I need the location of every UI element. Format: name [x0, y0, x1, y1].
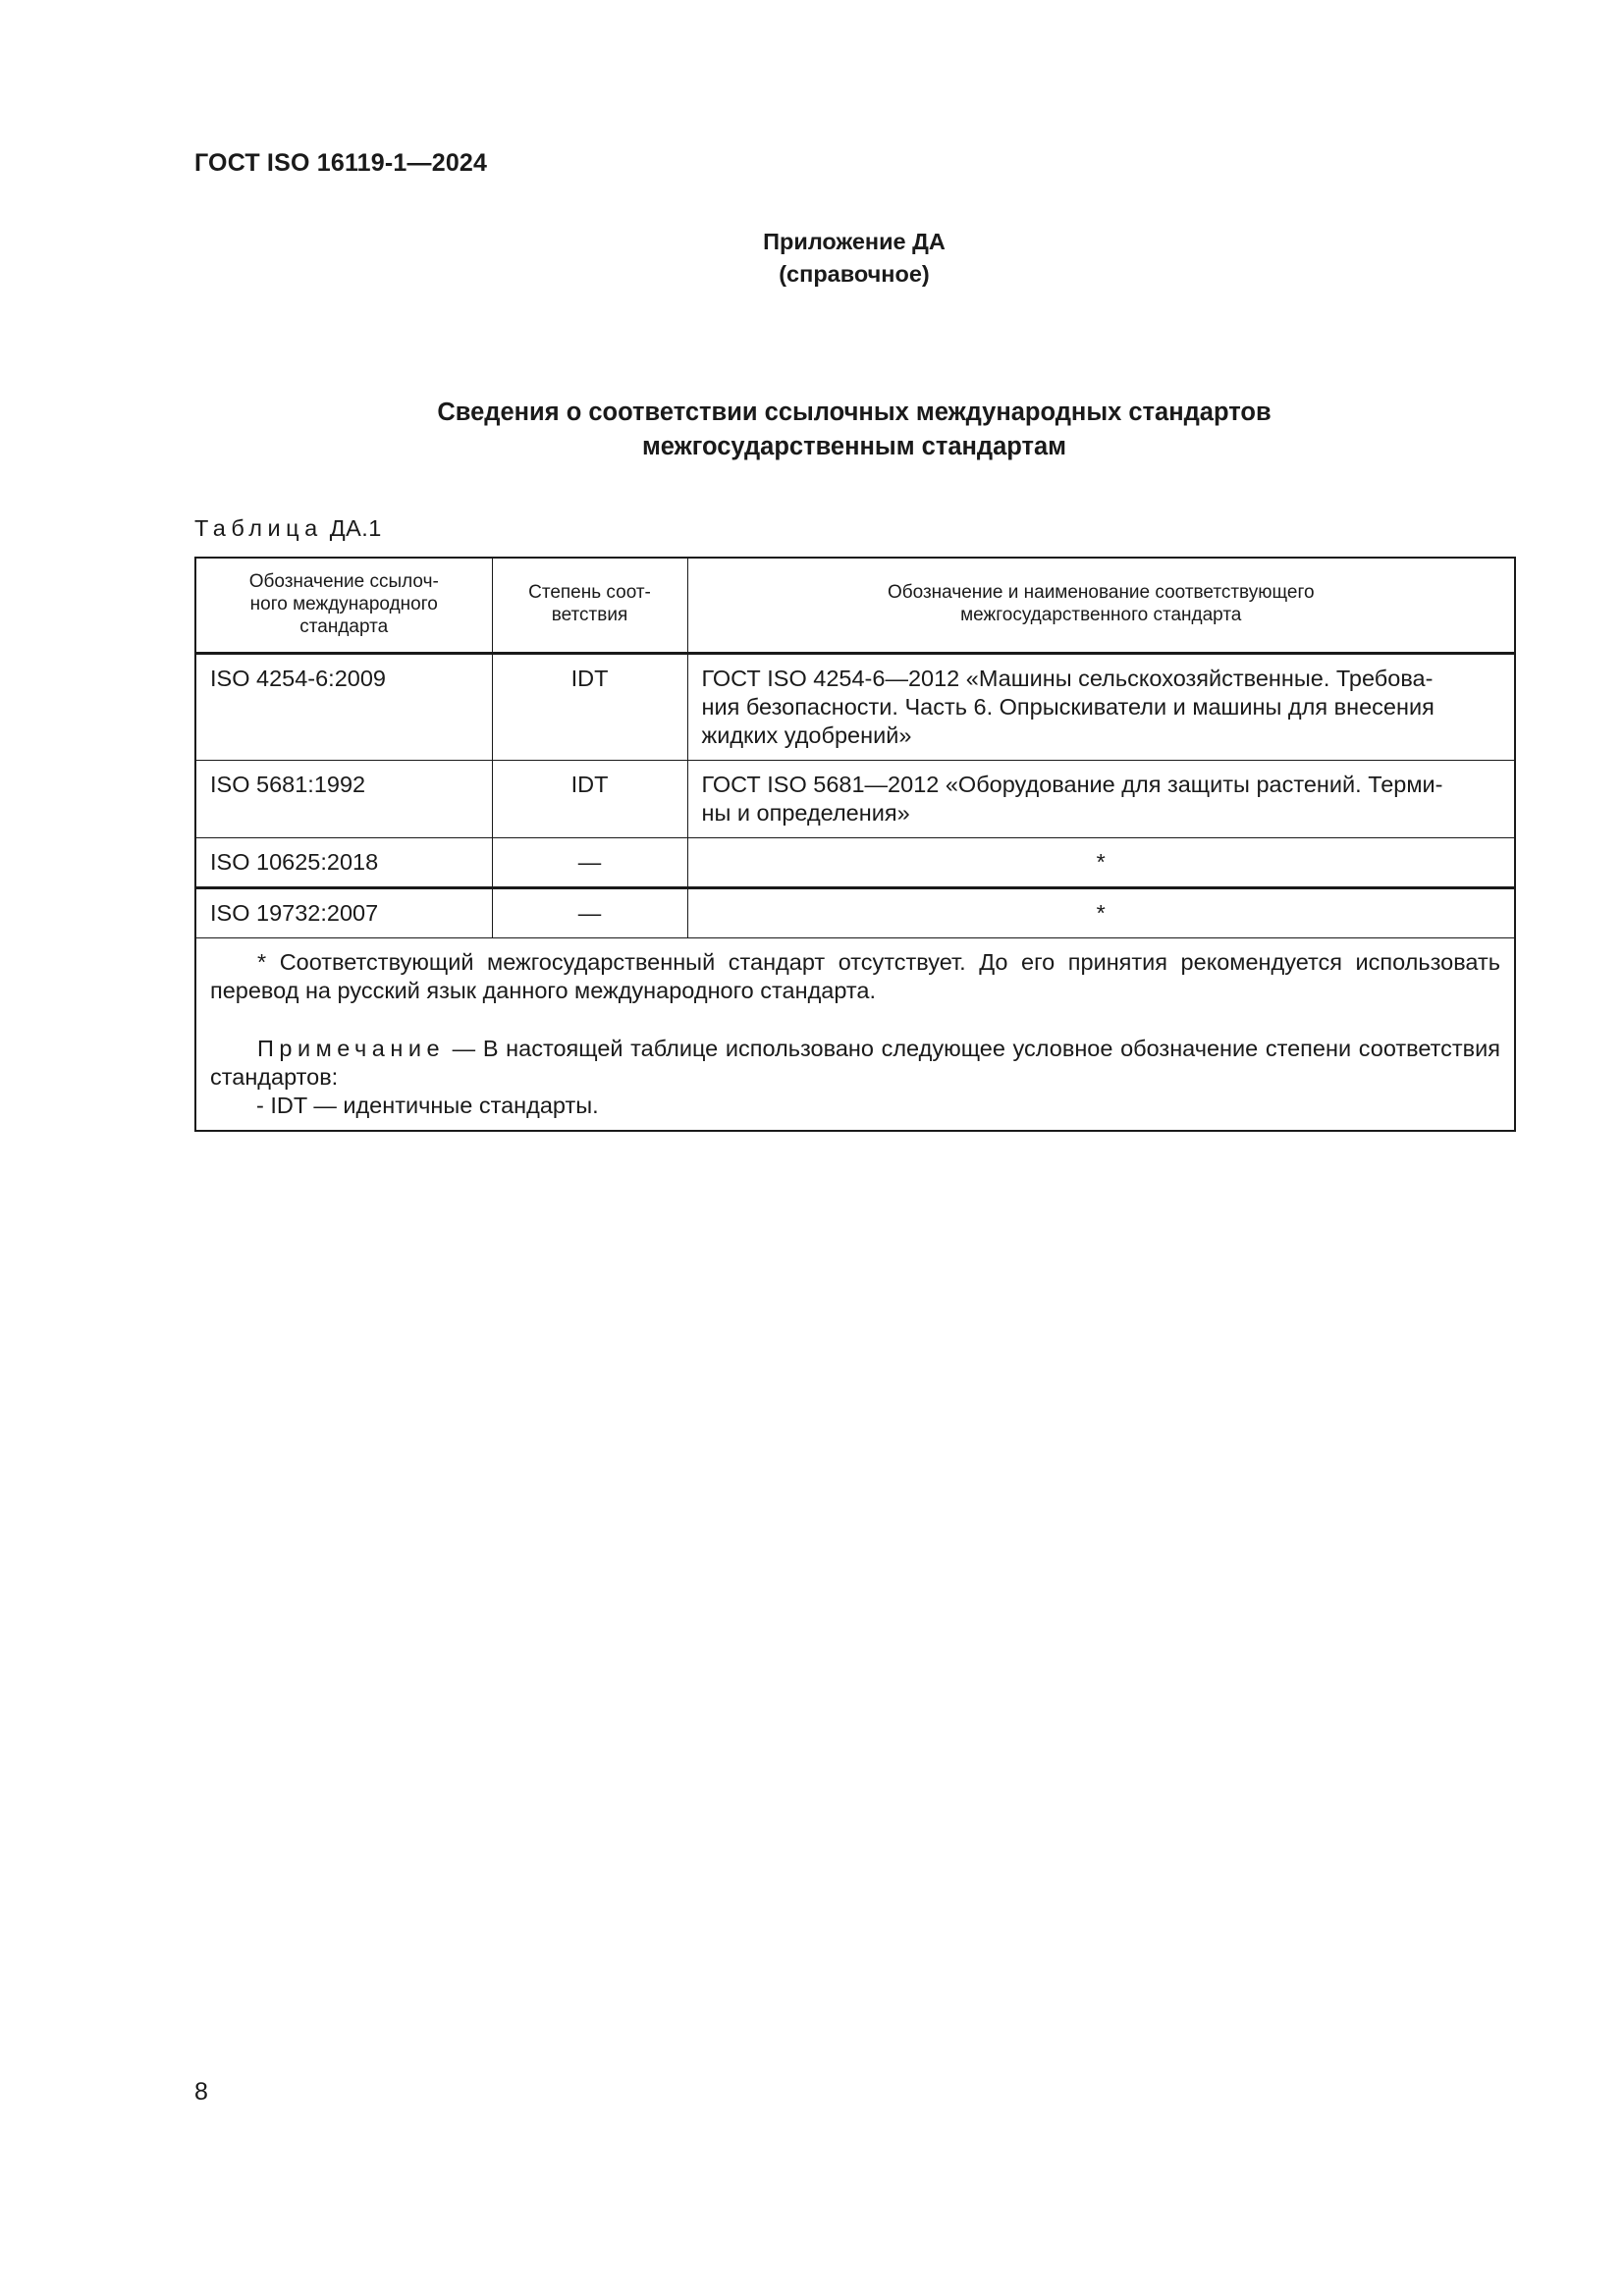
- note-text: — В настоящей таблице использовано следующее условное обозначение степени соответствия стандартов:: [210, 1036, 1500, 1090]
- table-footnote-row: [195, 938, 1515, 1132]
- cell-international-designation: ISO 4254-6:2009: [195, 654, 492, 761]
- cell-degree: IDT: [492, 654, 687, 761]
- annex-title: Приложение ДА: [763, 229, 946, 254]
- cell-degree: —: [492, 838, 687, 888]
- column-header-national-standard: Обозначение и наименование соответствующего межгосударственного стандарта: [687, 558, 1515, 654]
- cell-national-standard: *: [687, 838, 1515, 888]
- table-caption-word: Таблица: [194, 515, 323, 541]
- note-label: Примечание: [257, 1036, 446, 1061]
- table-footnote-cell: [195, 938, 1515, 1132]
- table-body: [195, 654, 1515, 1132]
- note-list-item: - IDT — идентичные стандарты.: [256, 1093, 599, 1118]
- section-title: [194, 396, 1514, 464]
- cell-national-standard: ГОСТ ISO 4254-6—2012 «Машины сельскохозяйственные. Требова- ния безопасности. Часть 6. Опрыскиватели и машины для внесения жидких удобрений»: [687, 654, 1515, 761]
- table-note: [210, 1035, 1500, 1092]
- table-caption-number: ДА.1: [329, 515, 382, 541]
- column-header-international-designation: Обозначение ссылоч- ного международного стандарта: [195, 558, 492, 654]
- cell-national-standard: ГОСТ ISO 5681—2012 «Оборудование для защиты растений. Терми- ны и определения»: [687, 761, 1515, 838]
- cell-international-designation: ISO 19732:2007: [195, 888, 492, 938]
- table-row: [195, 654, 1515, 761]
- section-title-line-2: межгосударственным стандартам: [641, 433, 1067, 460]
- document-code: ГОСТ ISO 16119-1—2024: [194, 149, 488, 177]
- cell-national-standard: *: [687, 888, 1515, 938]
- table-caption: [194, 515, 382, 542]
- annex-subtitle: (справочное): [779, 261, 930, 287]
- table-row: [195, 888, 1515, 938]
- correspondence-table: [194, 557, 1516, 1132]
- page-number: 8: [194, 2078, 208, 2106]
- cell-degree: —: [492, 888, 687, 938]
- table-footnote: * Соответствующий межгосударственный стандарт отсутствует. До его принятия рекомендуется использовать перевод на русский язык данного международного стандарта.: [210, 949, 1500, 1003]
- cell-international-designation: ISO 5681:1992: [195, 761, 492, 838]
- cell-international-designation: ISO 10625:2018: [195, 838, 492, 888]
- cell-degree: IDT: [492, 761, 687, 838]
- table-row: [195, 761, 1515, 838]
- annex-heading: [0, 226, 1624, 291]
- column-header-degree: Степень соот- ветствия: [492, 558, 687, 654]
- table-header-row: [195, 558, 1515, 654]
- table-row: [195, 838, 1515, 888]
- section-title-line-1: Сведения о соответствии ссылочных международных стандартов: [437, 399, 1272, 426]
